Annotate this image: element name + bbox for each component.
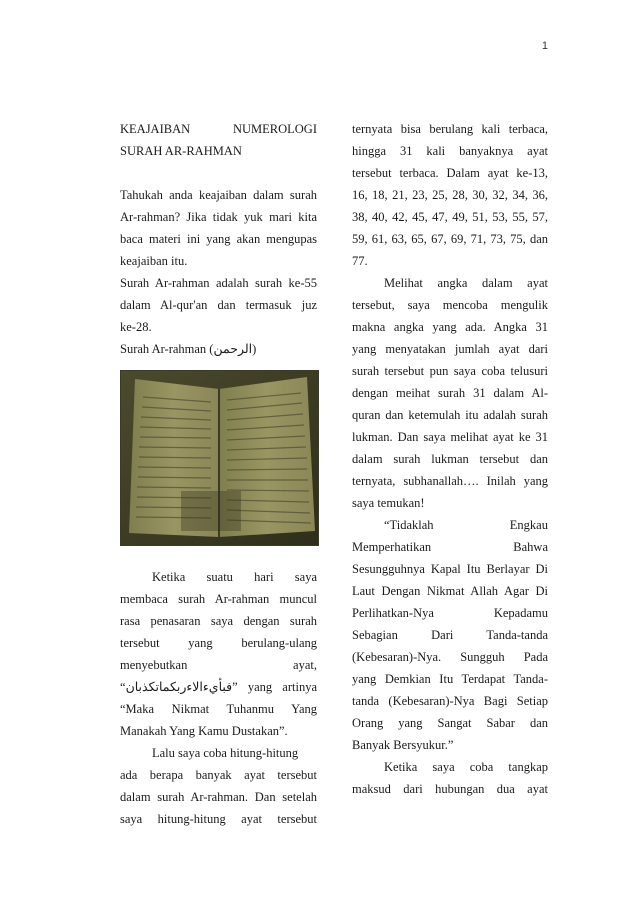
intro-line: Surah Ar-rahman (الرحمن) [120, 342, 257, 356]
intro-line: Surah Ar-rahman adalah surah ke-55 [120, 276, 317, 290]
body-line: dengan meihat surah 31 dalam Al- [352, 386, 548, 400]
body-line: Ketika suatu hari saya [152, 570, 317, 584]
body-line: Lalu saya coba hitung-hitung [152, 746, 299, 760]
body-line: saya hitung-hitung ayat tersebut [120, 812, 317, 826]
quote-line: yang Demkian Itu Terdapat Tanda- [352, 672, 548, 686]
body-line: surah tersebut pun saya coba telusuri [352, 364, 548, 378]
intro-line: dalam Al-qur'an dan termasuk juz [120, 298, 317, 312]
body-line: makna angka yang ada. Angka 31 [352, 320, 548, 334]
quran-photo [120, 370, 319, 546]
body-line: dalam surah lukman tersebut dan [352, 452, 548, 466]
intro-line: baca materi ini yang akan mengupas [120, 232, 317, 246]
body-line: ada berapa banyak ayat tersebut [120, 768, 317, 782]
body-line: Ketika saya coba tangkap [384, 760, 548, 774]
intro-line: Ar-rahman? Jika tidak yuk mari kita [120, 210, 317, 224]
body-line: lukman. Dan saya melihat ayat ke 31 [352, 430, 548, 444]
quote-line: tanda (Kebesaran)-Nya Bagi Setiap [352, 694, 548, 708]
page-number: 1 [541, 40, 548, 52]
intro-line: ke-28. [120, 320, 152, 334]
body-line: rasa penasaran saya dengan surah [120, 614, 317, 628]
article-title-line1 [120, 118, 317, 140]
right-column [352, 118, 548, 800]
quote-line: Laut Dengan Nikmat Allah Agar Di [352, 584, 548, 598]
body-line: saya temukan! [352, 496, 425, 510]
quote-line: Banyak Bersyukur.” [352, 738, 454, 752]
body-line: 77. [352, 254, 368, 268]
title-word-1: KEAJAIBAN [120, 122, 191, 136]
quote-line: Memperhatikan Bahwa [352, 540, 548, 554]
body-line: hingga 31 kali banyaknya ayat [352, 144, 548, 158]
body-line: quran dan ketemulah itu adalah surah [352, 408, 548, 422]
body-line: maksud dari hubungan dua ayat [352, 782, 548, 796]
quran-photo-image [121, 371, 318, 545]
quote-line: Orang yang Sangat Sabar dan [352, 716, 548, 730]
body-line: 59, 61, 63, 65, 67, 69, 71, 73, 75, dan [352, 232, 548, 246]
body-line: tersebut, saya mencoba mengulik [352, 298, 548, 312]
article-title-line2: SURAH AR-RAHMAN [120, 144, 242, 158]
quote-line: Sebagian Dari Tanda-tanda [352, 628, 548, 642]
quote-line: “Tidaklah Engkau [384, 518, 548, 532]
body-line: 38, 40, 42, 45, 47, 49, 51, 53, 55, 57, [352, 210, 548, 224]
body-line: membaca surah Ar-rahman muncul [120, 592, 317, 606]
body-line: ternyata bisa berulang kali terbaca, [352, 122, 548, 136]
body-line: dalam surah Ar-rahman. Dan setelah [120, 790, 317, 804]
body-line: yang menyatakan jumlah ayat dari [352, 342, 548, 356]
quote-line: Perlihatkan-Nya Kepadamu [352, 606, 548, 620]
body-line: menyebutkan ayat, [120, 658, 317, 672]
body-line: Melihat angka dalam ayat [384, 276, 548, 290]
left-column [120, 118, 317, 830]
body-line: Manakah Yang Kamu Dustakan”. [120, 724, 288, 738]
body-line: tersebut terbaca. Dalam ayat ke-13, [352, 166, 548, 180]
title-word-2: NUMEROLOGI [232, 122, 317, 136]
body-line: “Maka Nikmat Tuhanmu Yang [120, 702, 317, 716]
quote-line: Sesungguhnya Kapal Itu Berlayar Di [352, 562, 548, 576]
intro-line: keajaiban itu. [120, 254, 188, 268]
body-line: ternyata, subhanallah…. Inilah yang [352, 474, 548, 488]
quote-line: (Kebesaran)-Nya. Sungguh Pada [352, 650, 548, 664]
intro-line: Tahukah anda keajaiban dalam surah [120, 188, 317, 202]
body-line: tersebut yang berulang-ulang [120, 636, 317, 650]
body-line: 16, 18, 21, 23, 25, 28, 30, 32, 34, 36, [352, 188, 548, 202]
body-line: “فبأيءالاءربكماتكذبان” yang artinya [120, 680, 317, 694]
